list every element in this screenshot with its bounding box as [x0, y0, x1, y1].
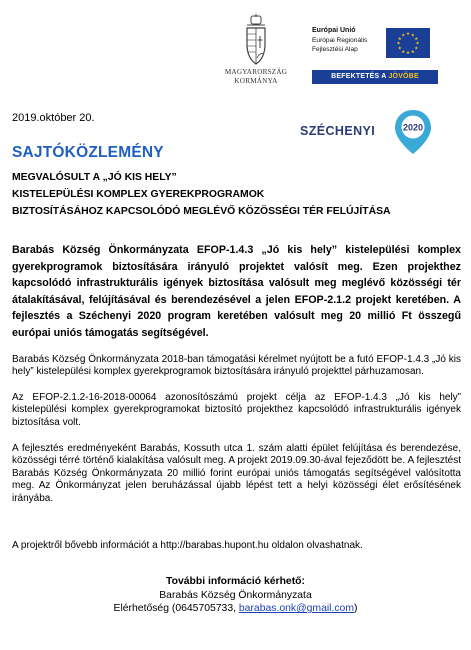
- eu-fund-text: [312, 26, 384, 55]
- eu-star-icon: ★: [401, 32, 406, 38]
- szechenyi-2020-logo: [300, 108, 440, 156]
- page-title: SAJTÓKÖZLEMÉNY: [12, 144, 164, 161]
- eu-star-icon: ★: [401, 48, 406, 54]
- location-pin-icon: [393, 108, 433, 156]
- government-logo: [206, 14, 306, 88]
- contact-phone: Elérhetőség (0645705733,: [113, 603, 239, 615]
- szechenyi-name: SZÉCHENYI: [300, 124, 376, 138]
- eu-title: Európai Unió: [312, 27, 356, 34]
- investment-banner: [312, 70, 438, 84]
- body-paragraph-1: Barabás Község Önkormányzata 2018-ban támogatási kérelmet nyújtott be a futó EFOP-1.4.3 „Jó kis hely” kistelepülési komplex gyerekprogramok biztosítására irányuló projekttel párhuzamosan.: [12, 354, 461, 378]
- eu-star-icon: ★: [397, 35, 402, 41]
- government-name-line1: MAGYARORSZÁG: [224, 68, 288, 76]
- eu-fund-line1: Európai Regionális: [312, 36, 368, 44]
- eu-star-icon: ★: [410, 48, 415, 54]
- banner-text-start: BEFEKTETÉS A: [331, 73, 389, 80]
- banner-text-highlight: JÖVŐBE: [388, 73, 419, 80]
- eu-stars-icon: [386, 28, 430, 58]
- lead-paragraph: Barabás Község Önkormányzata EFOP-1.4.3 „Jó kis hely” kistelepülési komplex gyerekprogramok biztosítására irányuló projektet valósít meg. Ezen projekthez kapcsolódó infrastrukturális igények biztosítása valósult meg meglévő közösségi tér átalakításával, felújításával és berendezésével a jelen EFOP-2.1.2 projekt keretében. A fejlesztés a Széchenyi 2020 program keretében valósult meg 20 millió Ft összegű európai uniós támogatás segítségével.: [12, 244, 461, 339]
- body-paragraph-4: A projektről bővebb információt a http://barabas.hupont.hu oldalon olvashatnak.: [12, 540, 363, 551]
- eu-fund-logo: [312, 26, 438, 86]
- eu-star-icon: ★: [405, 31, 411, 37]
- contact-line: [0, 602, 471, 616]
- subtitle-line-2: KISTELEPÜLÉSI KOMPLEX GYEREKPROGRAMOK: [12, 189, 265, 200]
- contact-block: [0, 575, 471, 616]
- eu-star-icon: ★: [410, 32, 415, 38]
- eu-star-icon: ★: [397, 45, 402, 51]
- subtitle-line-3: BIZTOSÍTÁSÁHOZ KAPCSOLÓDÓ MEGLÉVŐ KÖZÖSSÉGI TÉR FELÚJÍTÁSA: [12, 206, 391, 217]
- contact-suffix: ): [354, 603, 358, 615]
- eu-star-icon: ★: [414, 45, 419, 51]
- szechenyi-year: 2020: [402, 122, 424, 133]
- eu-flag-icon: [386, 28, 430, 58]
- contact-title: További információ kérhető:: [166, 576, 305, 587]
- eu-star-icon: ★: [396, 40, 401, 46]
- body-paragraph-2: Az EFOP-2.1.2-16-2018-00064 azonosítószámú projekt célja az EFOP-1.4.3 „Jó kis hely” kistelepülési komplex gyerekprogramokat biztosító projekthez kapcsolódó infrastrukturális igények biztosítása volt.: [12, 392, 461, 428]
- contact-email-link[interactable]: barabas.onk@gmail.com: [238, 603, 354, 615]
- press-release-date: 2019.október 20.: [12, 112, 95, 124]
- eu-fund-line2: Fejlesztési Alap: [312, 46, 358, 53]
- eu-star-icon: ★: [415, 40, 420, 46]
- eu-star-icon: ★: [414, 35, 419, 41]
- subtitle-line-1: MEGVALÓSULT A „JÓ KIS HELY”: [12, 172, 177, 183]
- government-name-line2: KORMÁNYA: [234, 77, 278, 85]
- hungarian-coat-of-arms-icon: [244, 14, 268, 66]
- body-paragraph-3: A fejlesztés eredményeként Barabás, Kossuth utca 1. szám alatti épület felújítása és berendezése, közösségi térré történő kialakítása valósult meg. A projekt 2019.09.30-ával fejeződött be. A fejlesztést Barabás Község Önkormányzata 20 millió forint európai uniós támogatás segítségével valósította meg. Az Önkormányzat jelen beruházással újabb lépést tett a helyi közösségi élet erősítésének irányába.: [12, 443, 461, 504]
- eu-star-icon: ★: [405, 50, 411, 56]
- contact-organization: Barabás Község Önkormányzata: [159, 589, 312, 601]
